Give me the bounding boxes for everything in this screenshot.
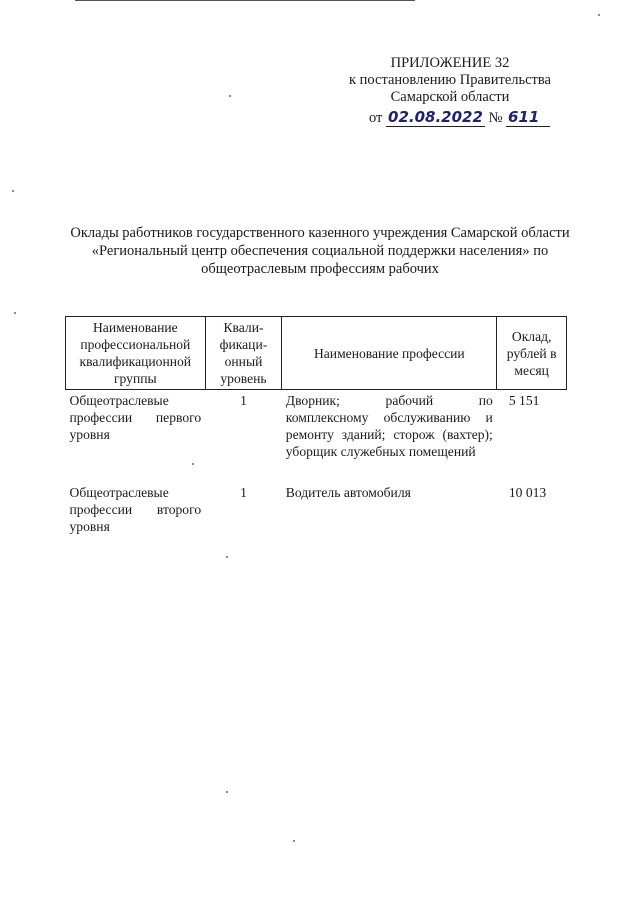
cell-level: 1 <box>240 485 247 500</box>
scan-speck <box>293 840 295 842</box>
cell-group: Общеотраслевые профессии первого уровня <box>69 393 202 442</box>
scan-speck <box>598 14 600 16</box>
appendix-number: ПРИЛОЖЕНИЕ 32 <box>390 55 510 71</box>
header-group: Наименование профессиональной квалификационной группы <box>66 317 206 390</box>
scan-speck <box>226 791 228 793</box>
handwritten-number: 611 <box>506 108 550 127</box>
handwritten-date: 02.08.2022 <box>388 108 483 126</box>
salary-table <box>65 316 567 537</box>
table-row <box>66 482 567 537</box>
appendix-line-region: Самарской области <box>390 89 510 105</box>
table-row <box>66 390 567 483</box>
date-prefix: от <box>369 110 383 126</box>
cell-profession: Водитель автомобиля <box>285 485 411 500</box>
cell-level: 1 <box>240 393 247 408</box>
appendix-line-resolution: к постановлению Правительства <box>349 72 551 88</box>
document-title: Оклады работников государственного казенного учреждения Самарской области «Региональный центр обеспечения социальной поддержки населения» по общеотраслевым профессиям рабочих <box>70 225 570 277</box>
scan-speck <box>229 95 231 97</box>
cell-salary: 10 013 <box>508 485 547 500</box>
appendix-date-line <box>369 108 550 127</box>
header-salary: Оклад, рублей в месяц <box>497 317 567 390</box>
cell-profession: Дворник; рабочий по комплексному обслуживанию и ремонту зданий; сторож (вахтер); уборщик служебных помещений <box>285 393 493 459</box>
top-border-line <box>75 0 415 1</box>
scan-speck <box>12 190 14 192</box>
cell-group: Общеотраслевые профессии второго уровня <box>69 485 202 534</box>
scan-speck <box>14 312 16 314</box>
number-sign: № <box>488 110 503 126</box>
scan-speck <box>226 556 228 558</box>
appendix-header <box>300 55 600 106</box>
header-level: Квали-фикаци-онный уровень <box>205 317 282 390</box>
scan-speck <box>192 463 194 465</box>
table-header-row <box>66 317 567 390</box>
header-profession: Наименование профессии <box>282 317 497 390</box>
cell-salary: 5 151 <box>508 393 540 408</box>
